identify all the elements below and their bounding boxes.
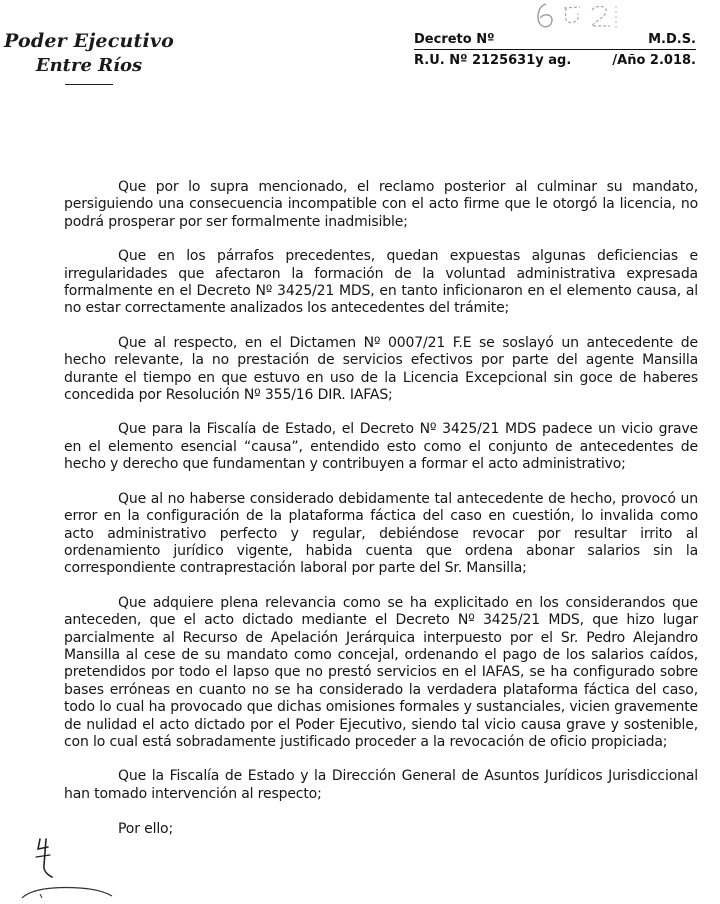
paragraph: Que al respecto, en el Dictamen Nº 0007/21 F.E se soslayó un antecedente de hecho relevante, la no prestación de servicios efectivos por parte del agente Mansilla durante el tiempo en que estuvo en uso de la Licencia Excepcional sin goce de haberes concedida por Resolución Nº 355/16 DIR. IAFAS; bbox=[64, 334, 698, 404]
letterhead-title: Poder Ejecutivo bbox=[4, 30, 174, 52]
paragraph: Que en los párrafos precedentes, quedan expuestas algunas deficiencias e irregularidades que afectaron la formación de la voluntad administrativa expresada formalmente en el Decreto Nº 3425/21 MDS, en tanto inficionaron en el elemento causa, al no estar correctamente analizados los antecedentes del trámite; bbox=[64, 248, 698, 317]
decree-header bbox=[414, 31, 696, 69]
paragraph: Que adquiere plena relevancia como se ha explicitado en los considerandos que anteceden, que el acto dictado mediante el Decreto Nº 3425/21 MDS, que hizo lugar parcialmente al Recurso de Apelación Jerárquica interpuesto por el Sr. Pedro Alejandro Mansilla al cese de su mandato como concejal, ordenando el pago de los salarios caídos, pretendidos por todo el lapso que no prestó servicios en el IAFAS, se ha configurado sobre bases erróneas en cuanto no se ha considerado la verdadera plataforma fáctica del caso, todo lo cual ha provocado que dichas omisiones formales y sustanciales, vicien gravemente de nulidad el acto dictado por el Poder Ejecutivo, siendo tal vicio causa grave y sostenible, con lo cual está sobradamente justificado proceder a la revocación de oficio propiciada; bbox=[64, 594, 698, 750]
letterhead bbox=[4, 30, 174, 85]
closing-line: Por ello; bbox=[118, 821, 174, 838]
decree-label: Decreto Nº bbox=[414, 32, 495, 47]
decree-year: /Año 2.018. bbox=[612, 53, 696, 68]
letterhead-subtitle: Entre Ríos bbox=[35, 55, 143, 76]
signature-fragment bbox=[20, 880, 120, 904]
paragraph: Que al no haberse considerado debidamente tal antecedente de hecho, provocó un error en la configuración de la plataforma fáctica del caso en cuestión, lo invalida como acto administrativo perfecto y regular, debiéndose revocar por resultar irrito al ordenamiento jurídico vigente, habida cuenta que ordena abonar salarios sin la correspondiente contraprestación laboral por parte del Sr. Mansilla; bbox=[64, 490, 698, 577]
registry-number: R.U. Nº 2125631y ag. bbox=[414, 53, 572, 68]
ministry-code: M.D.S. bbox=[648, 32, 696, 47]
handwritten-mark bbox=[30, 835, 60, 885]
registry-row bbox=[414, 52, 696, 69]
decree-body bbox=[64, 179, 698, 856]
paragraph: Que por lo supra mencionado, el reclamo posterior al culminar su mandato, persiguiendo una consecuencia incompatible con el acto firme que le otorgó la licencia, no podrá prosperar por ser formalmente inadmisible; bbox=[64, 179, 698, 230]
paragraph: Que la Fiscalía de Estado y la Dirección General de Asuntos Jurídicos Jurisdiccional han tomado intervención al respecto; bbox=[64, 768, 698, 802]
letterhead-underline bbox=[65, 84, 113, 85]
decree-number-row bbox=[414, 31, 696, 50]
paragraph: Que para la Fiscalía de Estado, el Decreto Nº 3425/21 MDS padece un vicio grave en el elemento esencial “causa”, entendido esto como el conjunto de antecedentes de hecho y derecho que fundamentan y contribuyen a formar el acto administrativo; bbox=[64, 421, 698, 473]
